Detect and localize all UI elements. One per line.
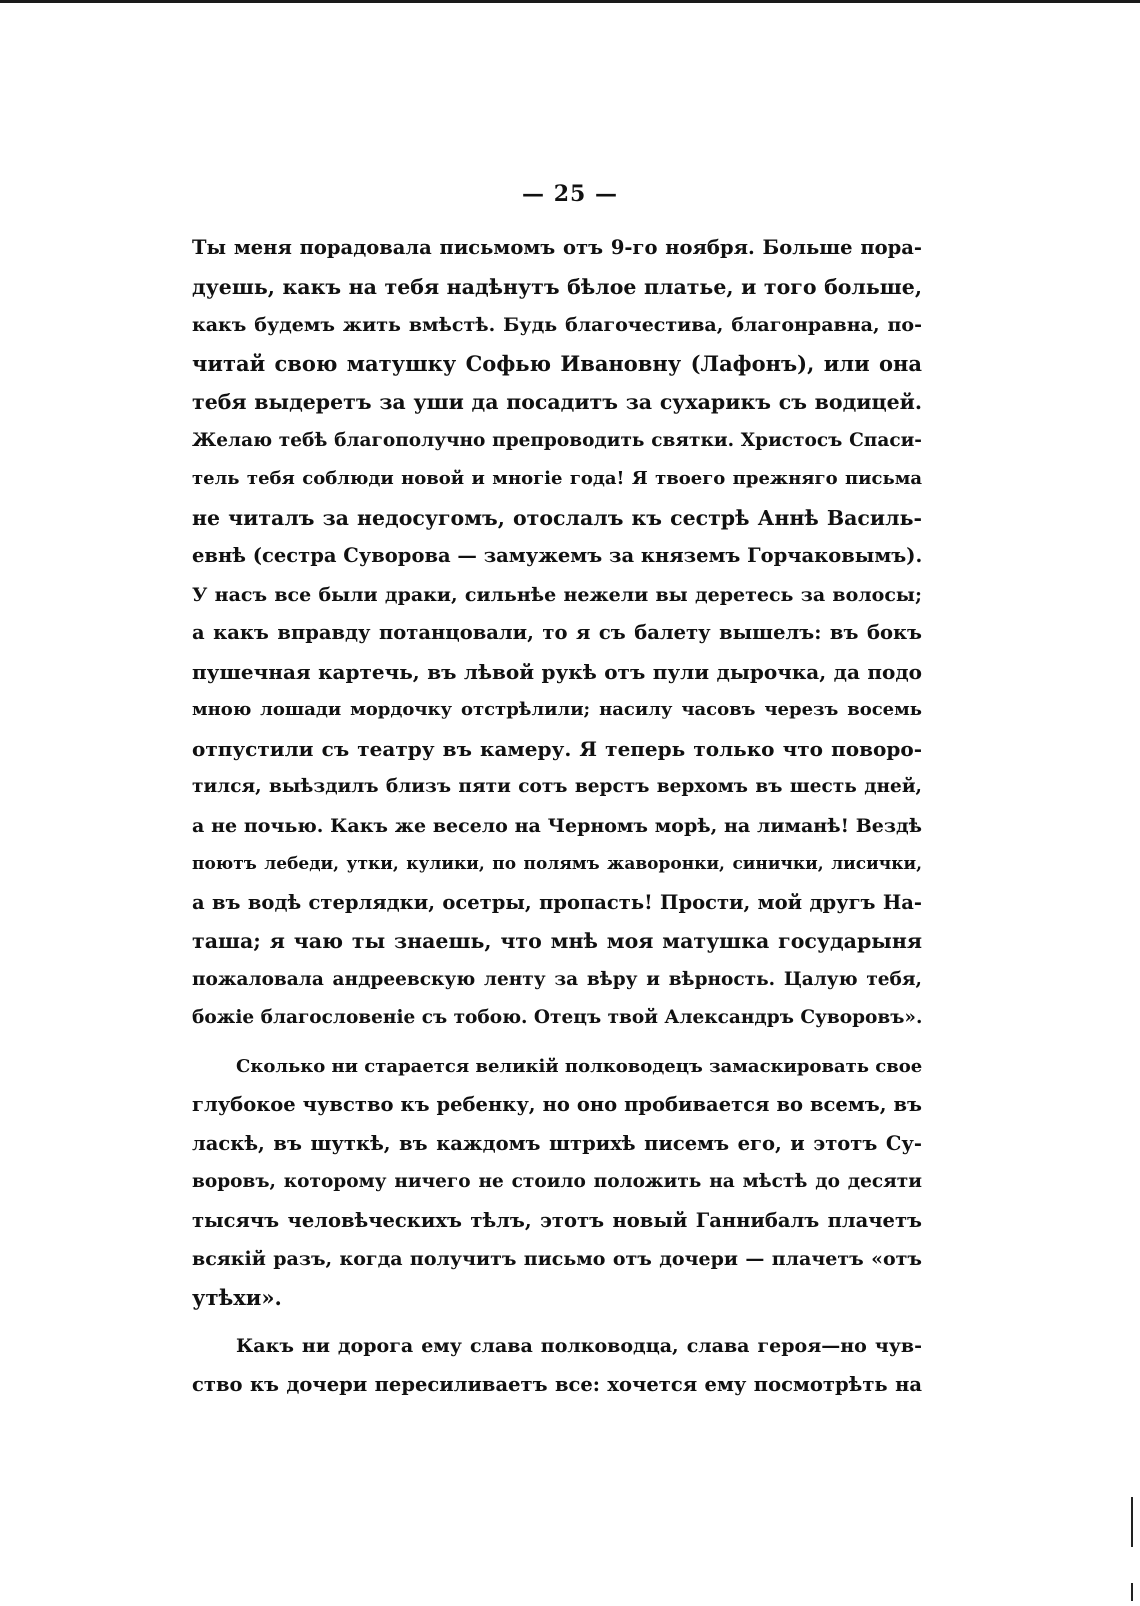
text-line: не читалъ за недосугомъ, отослалъ къ сестрѣ Аннѣ Василь- xyxy=(192,505,922,530)
text-line: ство къ дочери пересиливаетъ все: хочется ему посмотрѣть на xyxy=(192,1372,922,1396)
text-line: дуешь, какъ на тебя надѣнутъ бѣлое платье, и того больше, xyxy=(192,274,922,299)
paragraph-gap xyxy=(192,1317,922,1327)
text-line: тился, выѣздилъ близъ пяти сотъ верстъ верхомъ въ шесть дней, xyxy=(192,776,922,797)
scan-edge-mark xyxy=(1131,1583,1133,1601)
text-line: тебя выдеретъ за уши да посадитъ за сухарикъ съ водицей. xyxy=(192,390,922,414)
text-line: а какъ вправду потанцовали, то я съ балету вышелъ: въ бокъ xyxy=(192,621,922,644)
text-line: Желаю тебѣ благополучно препроводить святки. Христосъ Спаси- xyxy=(192,429,922,451)
text-line: таша; я чаю ты знаешь, что мнѣ моя матушка государыня xyxy=(192,929,922,953)
text-line: У насъ все были драки, сильнѣе нежели вы деретесь за волосы; xyxy=(192,583,922,606)
text-line: всякій разъ, когда получитъ письмо отъ дочери — плачетъ «отъ xyxy=(192,1248,922,1270)
page-number: — 25 — xyxy=(522,181,618,207)
text-line: тысячъ человѣческихъ тѣлъ, этотъ новый Ганнибалъ плачетъ xyxy=(192,1208,922,1232)
text-line: мною лошади мордочку отстрѣлили; насилу часовъ черезъ восемь xyxy=(192,699,922,720)
top-border-rule xyxy=(0,0,1140,3)
text-line: какъ будемъ жить вмѣстѣ. Будь благочестива, благонравна, по- xyxy=(192,314,922,336)
text-line: отпустили съ театру въ камеру. Я теперь только что поворо- xyxy=(192,736,922,761)
text-line: пожаловала андреевскую ленту за вѣру и вѣрность. Цалую тебя, xyxy=(192,968,922,990)
text-line: а въ водѣ стерлядки, осетры, пропасть! Прости, мой другъ На- xyxy=(192,890,922,914)
text-line: глубокое чувство къ ребенку, но оно пробивается во всемъ, въ xyxy=(192,1093,922,1116)
paragraph-commentary xyxy=(192,1048,922,1318)
paragraph-gap xyxy=(192,1038,922,1048)
paragraph-closing xyxy=(192,1327,922,1404)
paragraph-letter xyxy=(192,229,922,1038)
scan-edge-mark xyxy=(1131,1497,1133,1547)
text-line: тель тебя соблюди новой и многіе года! Я твоего прежняго письма xyxy=(192,468,922,489)
text-line: ласкѣ, въ шуткѣ, въ каждомъ штрихѣ писемъ его, и этотъ Су- xyxy=(192,1131,922,1155)
text-line: пушечная картечь, въ лѣвой рукѣ отъ пули дырочка, да подо xyxy=(192,659,922,684)
text-line: поютъ лебеди, утки, кулики, по полямъ жаворонки, синички, лисички, xyxy=(192,854,922,874)
text-line: воровъ, которому ничего не стоило положить на мѣстѣ до десяти xyxy=(192,1171,922,1192)
text-line: Какъ ни дорога ему слава полководца, слава героя—но чув- xyxy=(236,1335,922,1357)
text-line: Ты меня порадовала письмомъ отъ 9-го ноября. Больше пора- xyxy=(192,236,922,259)
body-text xyxy=(192,229,922,1404)
text-line: утѣхи». xyxy=(192,1284,282,1310)
text-line: божіе благословеніе съ тобою. Отецъ твой Александръ Суворовъ». xyxy=(192,1007,922,1028)
text-line: а не почью. Какъ же весело на Черномъ морѣ, на лиманѣ! Вездѣ xyxy=(192,814,922,837)
text-line: Сколько ни старается великій полководецъ замаскировать свое xyxy=(236,1055,922,1077)
text-line: евнѣ (сестра Суворова — замужемъ за княземъ Горчаковымъ). xyxy=(192,544,922,567)
text-line: читай свою матушку Софью Ивановну (Лафонъ), или она xyxy=(192,350,922,376)
